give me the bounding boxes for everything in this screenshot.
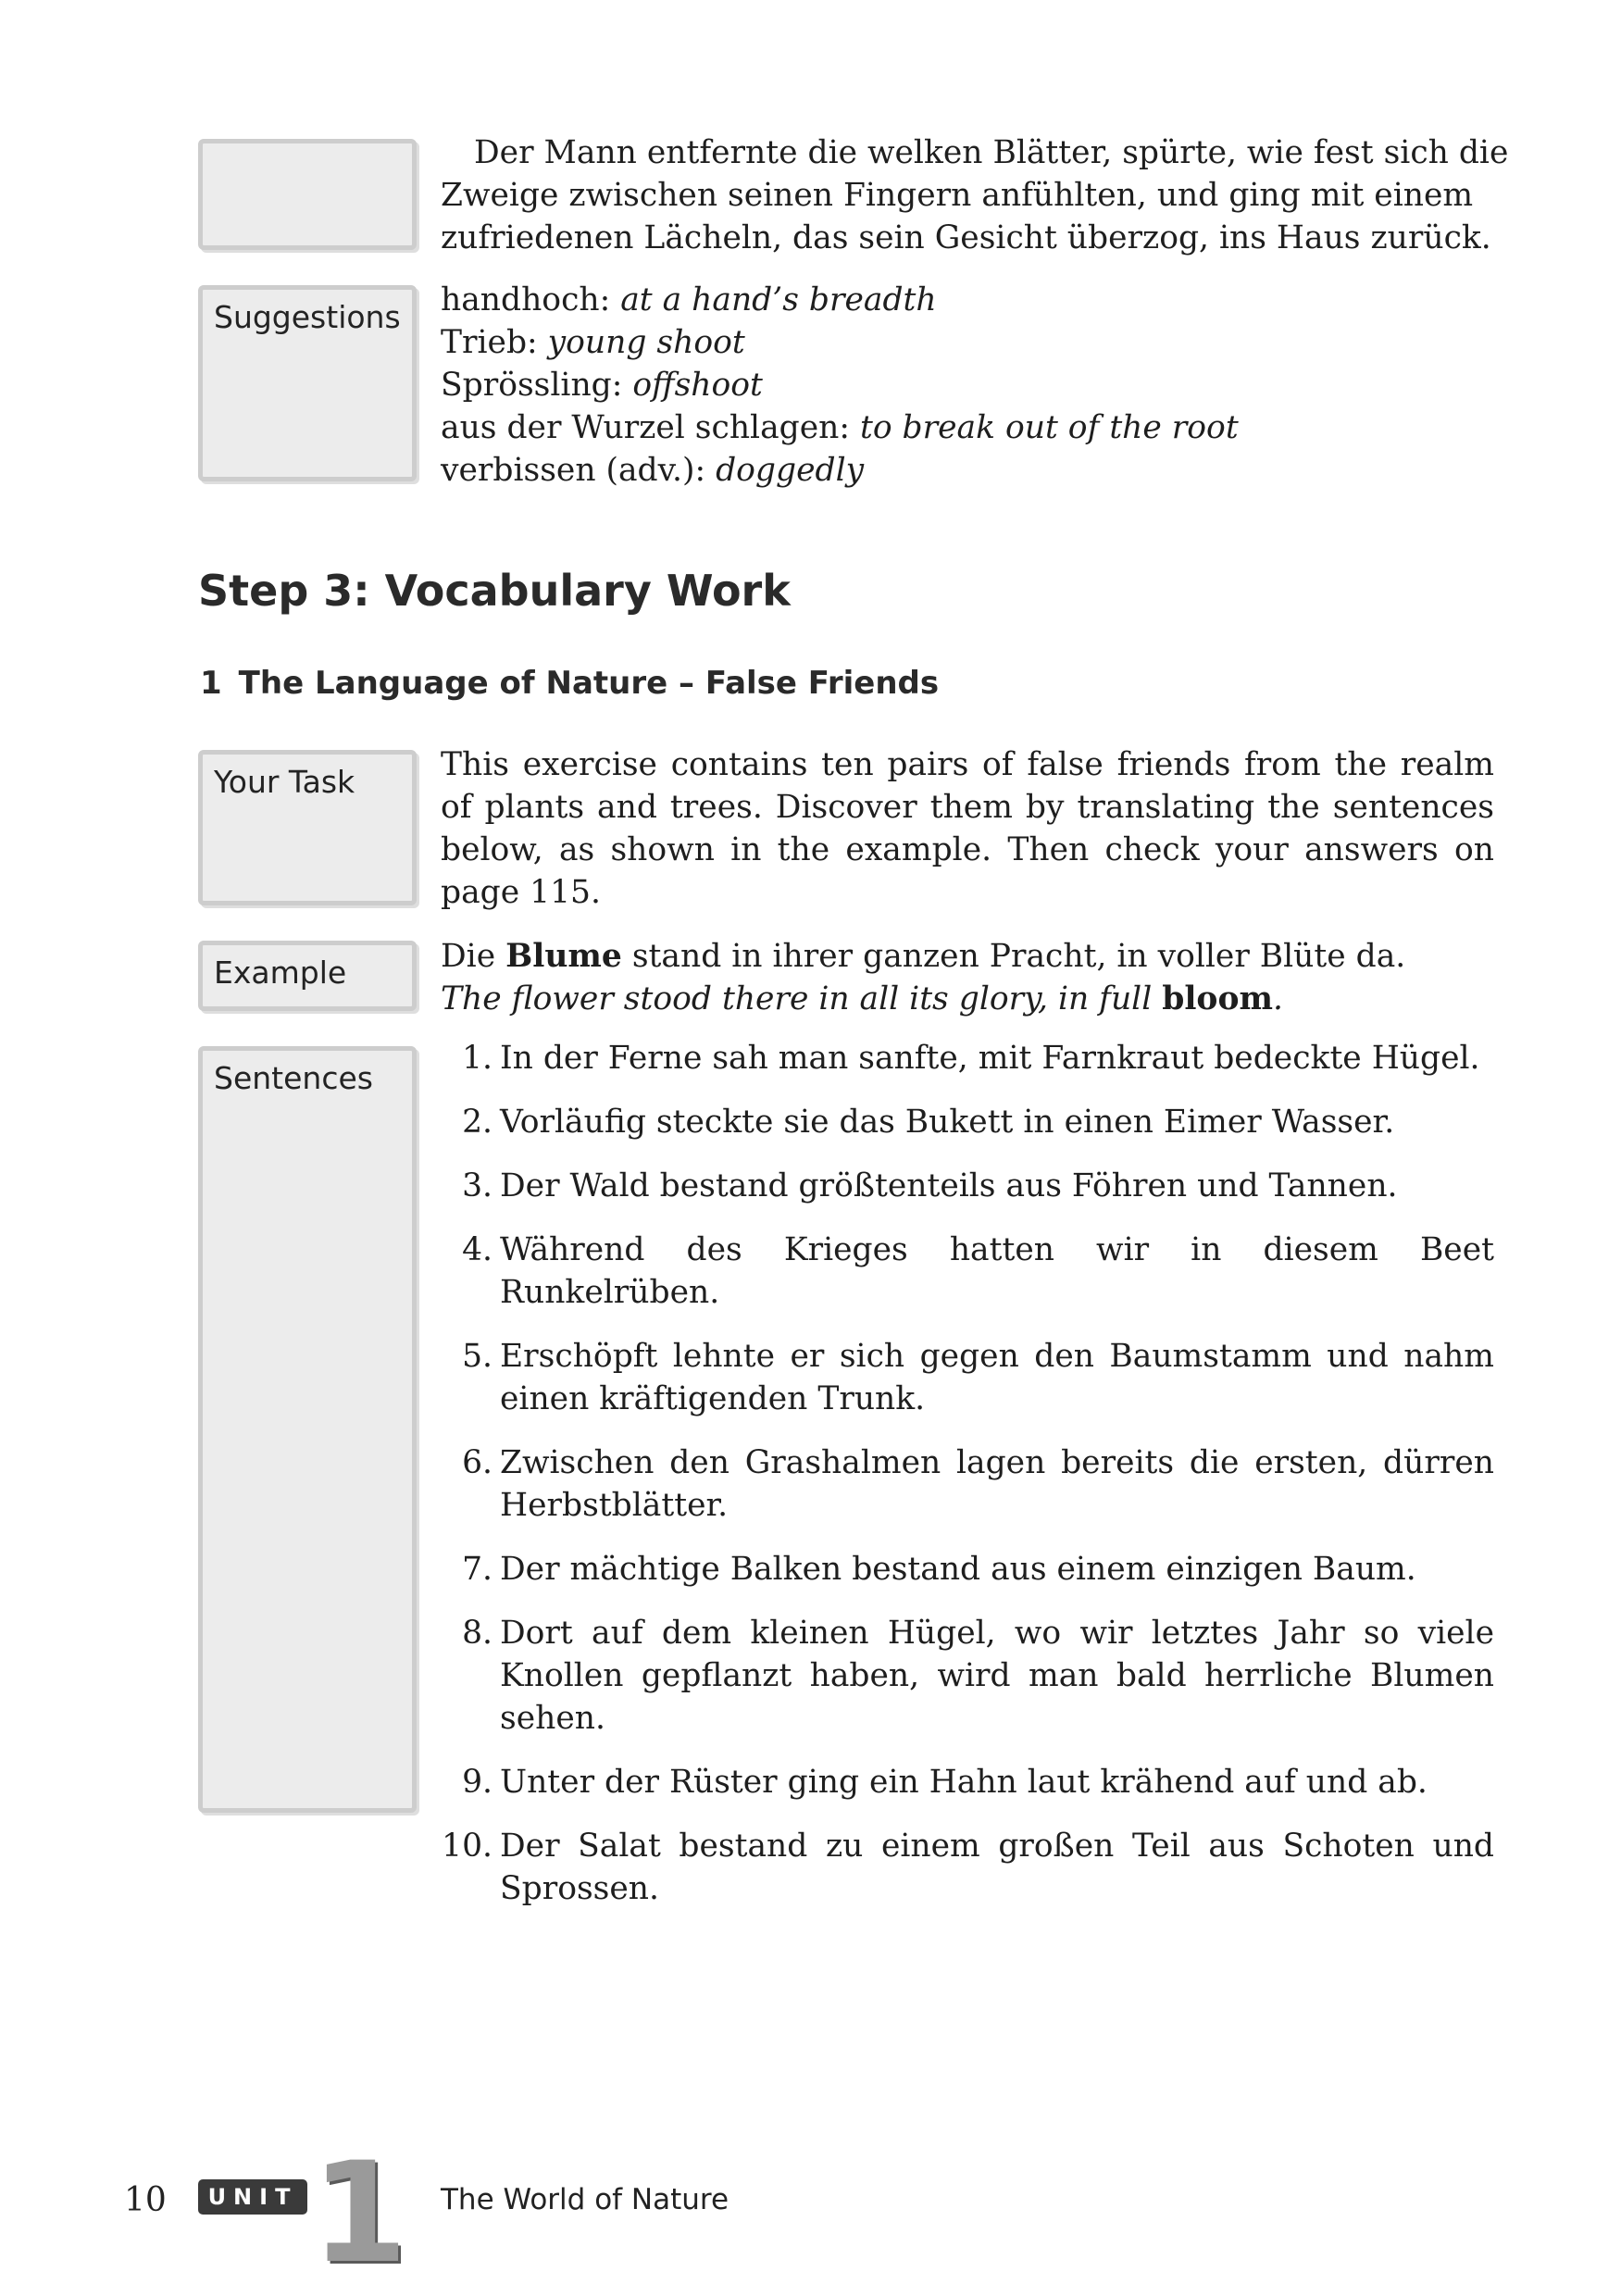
sentence-item: 5. Erschöpft lehnte er sich gegen den Baumstamm und nahm einen kräftigenden Trunk. <box>462 1338 1494 1417</box>
example-english: The flower stood there in all its glory, in full bloom. <box>441 980 1283 1017</box>
sentence-item: 1. In der Ferne sah man sanfte, mit Farnkraut bedeckte Hügel. <box>462 1040 1480 1077</box>
unit-number: 1 <box>311 2133 408 2294</box>
sentence-item: 9. Unter der Rüster ging ein Hahn laut krähend auf und ab. <box>462 1764 1428 1801</box>
suggestion-item: Sprössling: offshoot <box>441 367 763 404</box>
sentence-item: 8. Dort auf dem kleinen Hügel, wo wir letztes Jahr so viele Knollen gepflanzt haben, wird man bald herrliche Blumen sehen. <box>462 1615 1494 1737</box>
intro-line: Zweige zwischen seinen Fingern anfühlten, und ging mit einem <box>441 177 1474 214</box>
intro-paragraph <box>441 131 1509 259</box>
sentence-item: 3. Der Wald bestand größtenteils aus Föhren und Tannen. <box>462 1167 1398 1204</box>
suggestions-list <box>441 279 1494 492</box>
empty-sidebar-box <box>198 139 417 250</box>
sentences-label: Sentences <box>214 1060 373 1096</box>
suggestion-item: handhoch: at a hand’s breadth <box>441 281 937 318</box>
example-text <box>441 935 1494 1020</box>
intro-line: zufriedenen Lächeln, das sein Gesicht überzog, ins Haus zurück. <box>441 219 1491 256</box>
suggestion-item: verbissen (adv.): doggedly <box>441 452 865 489</box>
exercise-number: 1 <box>200 665 222 702</box>
running-footer-title: The World of Nature <box>441 2183 729 2216</box>
sentences-box <box>198 1046 417 1813</box>
example-box <box>198 941 417 1011</box>
sentence-item: 6. Zwischen den Grashalmen lagen bereits die ersten, dürren Herbstblätter. <box>462 1444 1494 1524</box>
step-heading: Step 3: Vocabulary Work <box>198 566 791 616</box>
page-number: 10 <box>124 2181 167 2219</box>
sentence-item: 2. Vorläufig steckte sie das Bukett in einen Eimer Wasser. <box>462 1104 1395 1141</box>
sentence-item: 10. Der Salat bestand zu einem großen Teil aus Schoten und Sprossen. <box>442 1828 1494 1907</box>
suggestion-item: aus der Wurzel schlagen: to break out of the root <box>441 409 1239 446</box>
task-label: Your Task <box>214 764 355 800</box>
example-english-keyword: bloom <box>1162 980 1273 1017</box>
intro-line: Der Mann entfernte die welken Blätter, spürte, wie fest sich die <box>474 134 1509 171</box>
suggestions-label: Suggestions <box>214 299 401 335</box>
exercise-subheading <box>200 665 939 702</box>
task-text: This exercise contains ten pairs of false friends from the realm of plants and trees. Discover them by translating the sentences below, as shown in the example. Then check your answers on page 115. <box>441 746 1494 911</box>
example-german-keyword: Blume <box>505 938 622 975</box>
example-label: Example <box>214 955 347 991</box>
sentence-item: 4. Während des Krieges hatten wir in diesem Beet Runkelrüben. <box>462 1231 1494 1311</box>
suggestions-box <box>198 285 417 481</box>
example-german: Die Blume stand in ihrer ganzen Pracht, in voller Blüte da. <box>441 938 1406 975</box>
unit-badge: UNIT <box>198 2179 307 2215</box>
sentence-item: 7. Der mächtige Balken bestand aus einem einzigen Baum. <box>462 1551 1416 1588</box>
exercise-title: The Language of Nature – False Friends <box>238 665 940 702</box>
task-box <box>198 750 417 905</box>
sentences-list <box>441 1037 1494 1931</box>
suggestion-item: Trieb: young shoot <box>441 324 745 361</box>
